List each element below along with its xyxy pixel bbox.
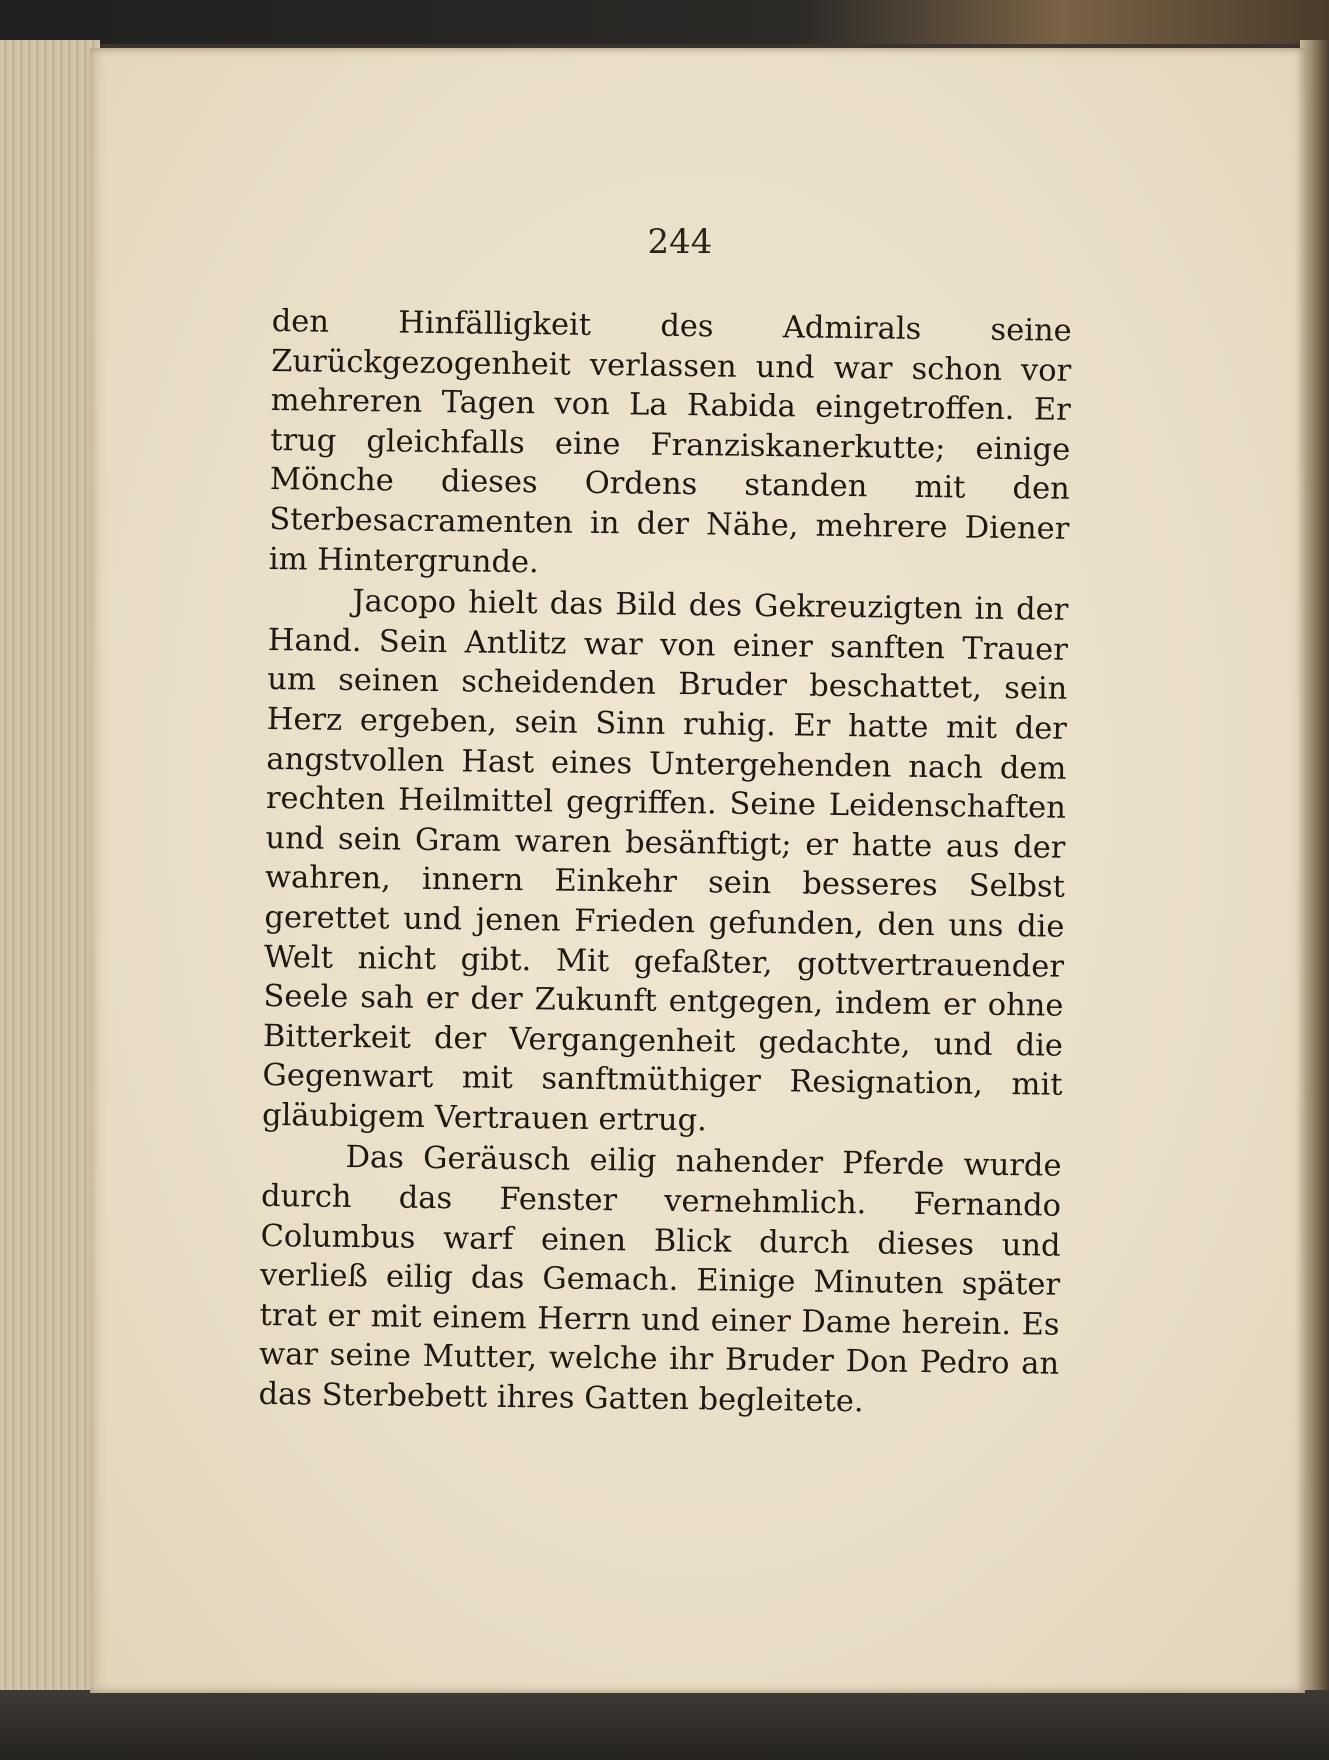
paragraph-2: Jacopo hielt das Bild des Gekreuzigten in der Hand. Sein Antlitz war von einer sanften Trauer um seinen scheidenden Bruder beschattet, sein Herz ergeben, sein Sinn ruhig. Er hatte mit der angstvollen Hast eines Untergehenden nach dem rechten Heilmittel gegriffen. Seine Leidenschaften und sein Gram waren besänftigt; er hatte aus der wahren, innern Einkehr sein besseres Selbst gerettet und jenen Frieden gefunden, den uns die Welt nicht gibt. Mit gefaßter, gottvertrauender Seele sah er der Zukunft entgegen, indem er ohne Bitterkeit der Vergangenheit gedachte, und die Gegenwart mit sanftmüthiger Resignation, mit gläubigem Vertrauen ertrug. [261,584,1069,1139]
paragraph-1: den Hinfälligkeit des Admirals seine Zurückgezogenheit verlassen und war schon vor mehreren Tagen von La Rabida eingetroffen. Er trug gleichfalls eine Franziskanerkutte; einige Mönche dieses Ordens standen mit den Sterbesacramenten in der Nähe, mehrere Diener im Hintergrunde. [268,303,1072,580]
page-number: 244 [647,222,713,262]
paragraph-3: Das Geräusch eilig nahender Pferde wurde durch das Fenster vernehmlich. Fernando Columbus warf einen Blick durch dieses und verließ eilig das Gemach. Einige Minuten später trat er mit einem Herrn und einer Dame herein. Es war seine Mutter, welche ihr Bruder Don Pedro an das Sterbebett ihres Gatten begleitete. [258,1140,1062,1420]
book-cover-bottom [0,1690,1329,1760]
page-edges-left [0,40,100,1695]
book-cover-top [0,0,1329,44]
body-text [258,302,1072,1424]
